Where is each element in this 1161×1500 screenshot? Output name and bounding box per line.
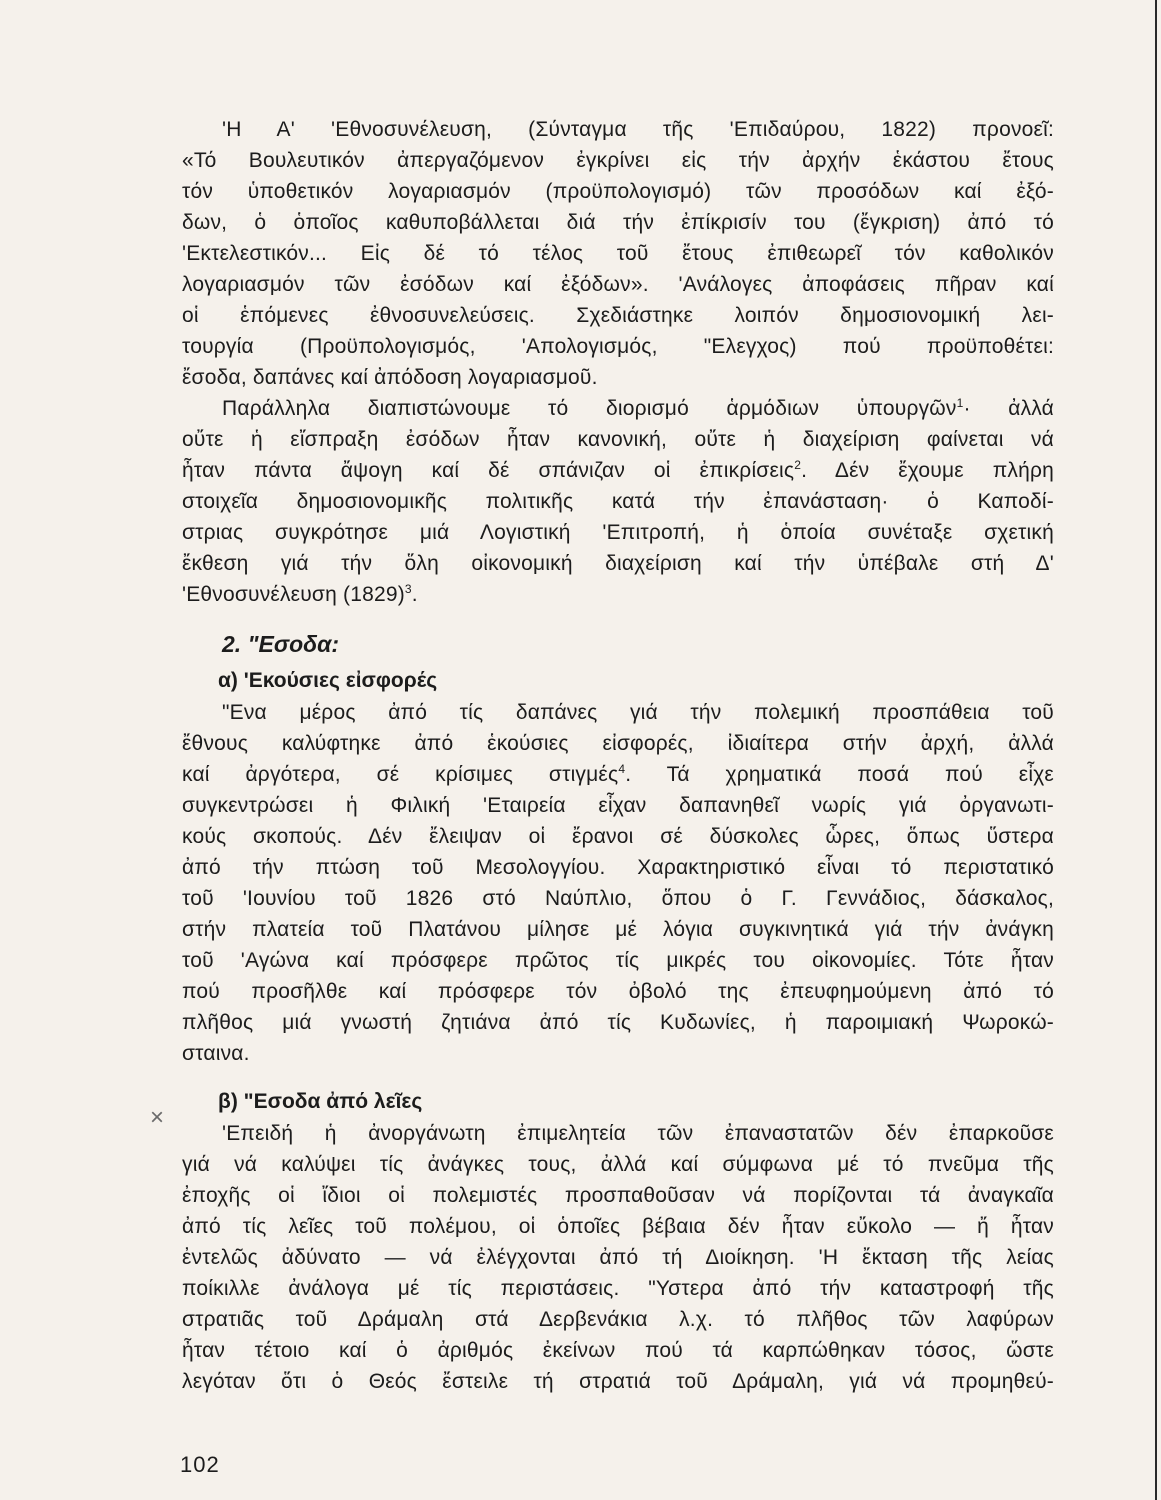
text-run: · ἀλλά (963, 397, 1054, 420)
text-line: ἔκθεση γιά τήν ὅλη οἰκονομική διαχείριση καί τήν ὑπέβαλε στή Δ' (182, 552, 1054, 575)
text-run: ἦταν πάντα ἄψογη καί δέ σπάνιζαν οἱ ἐπικρίσεις (182, 459, 795, 482)
text-line: πλῆθος μιά γνωστή ζητιάνα ἀπό τίς Κυδωνίες, ἡ παροιμιακή Ψωροκώ- (182, 1011, 1054, 1034)
subsection-a (182, 664, 1054, 1069)
text-line: στοιχεῖα δημοσιονομικῆς πολιτικῆς κατά τήν ἐπανάσταση· ὁ Καποδί- (182, 490, 1054, 513)
text-line: «Τό Βουλευτικόν ἀπεργαζόμενον ἐγκρίνει εἰς τήν ἀρχήν ἑκάστου ἔτους (182, 149, 1054, 172)
text-line: τοῦ 'Αγώνα καί πρόσφερε πρῶτος τίς μικρές του οἰκονομίες. Τότε ἦταν (182, 949, 1054, 972)
text-run: 'Εθνοσυνέλευση (1829) (182, 583, 405, 606)
text-line: ἦταν τέτοιο καί ὁ ἀριθμός ἐκείνων πού τά καρπώθηκαν τόσος, ὥστε (182, 1339, 1054, 1362)
subsection-heading: β) "Εσοδα ἀπό λεῖες (218, 1090, 423, 1113)
text-run: . (411, 583, 418, 606)
text-line (182, 579, 1054, 610)
page-number: 102 (180, 1452, 220, 1477)
text-line: ἔσοδα, δαπάνες καί ἀπόδοση λογαριασμοῦ. (182, 366, 598, 389)
text-line (182, 393, 1054, 424)
text-line: κούς σκοπούς. Δέν ἔλειψαν οἱ ἔρανοι σέ δύσκολες ὧρες, ὅπως ὕστερα (182, 825, 1054, 848)
text-line: λεγόταν ὅτι ὁ Θεός ἔστειλε τή στρατιά τοῦ Δράμαλη, γιά νά προμηθεύ- (182, 1370, 1054, 1393)
text-line: "Ενα μέρος ἀπό τίς δαπάνες γιά τήν πολεμική προσπάθεια τοῦ (222, 701, 1054, 724)
text-line: δων, ὁ ὁποῖος καθυποβάλλεται διά τήν ἐπίκρισίν του (ἔγκριση) ἀπό τό (182, 211, 1054, 234)
text-run: Παράλληλα διαπιστώνουμε τό διορισμό ἁρμόδιων ὑπουργῶν (222, 397, 957, 420)
text-line: ποίκιλλε ἀνάλογα μέ τίς περιστάσεις. "Υστερα ἀπό τήν καταστροφή τῆς (182, 1277, 1054, 1300)
footnote-ref: 3 (404, 582, 412, 596)
subsection-b (182, 1085, 1054, 1397)
text-run: . Δέν ἔχουμε πλήρη (801, 459, 1054, 482)
text-line: τουργία (Προϋπολογισμός, 'Απολογισμός, "Ελεγχος) πού προϋποθέτει: (182, 335, 1054, 358)
footnote-ref: 1 (956, 396, 964, 410)
text-line: στρατιᾶς τοῦ Δράμαλη στά Δερβενάκια λ.χ. τό πλῆθος τῶν λαφύρων (182, 1308, 1054, 1331)
paragraph-2 (182, 393, 1054, 610)
subsection-heading: α) 'Εκούσιες εἰσφορές (218, 669, 438, 692)
text-line: 'Επειδή ἡ ἀνοργάνωτη ἐπιμελητεία τῶν ἐπαναστατῶν δέν ἐπαρκοῦσε (222, 1122, 1054, 1145)
text-line: στήν πλατεία τοῦ Πλατάνου μίλησε μέ λόγια συγκινητικά γιά τήν ἀνάγκη (182, 918, 1054, 941)
text-run: καί ἀργότερα, σέ κρίσιμες στιγμές (182, 763, 619, 786)
text-line: στριας συγκρότησε μιά Λογιστική 'Επιτροπή, ἡ ὁποία συνέταξε σχετική (182, 521, 1054, 544)
text-line: 'Εκτελεστικόν... Εἰς δέ τό τέλος τοῦ ἔτους ἐπιθεωρεῖ τόν καθολικόν (182, 242, 1054, 265)
text-column (182, 114, 1054, 1397)
text-line: τοῦ 'Ιουνίου τοῦ 1826 στό Ναύπλιο, ὅπου ὁ Γ. Γεννάδιος, δάσκαλος, (182, 887, 1054, 910)
text-line: ἐντελῶς ἀδύνατο — νά ἐλέγχονται ἀπό τή Διοίκηση. 'Η ἔκταση τῆς λείας (182, 1246, 1054, 1269)
text-line: σταινα. (182, 1042, 250, 1065)
footnote-ref: 2 (794, 458, 802, 472)
page-edge-line (1155, 0, 1157, 1500)
text-line (182, 759, 1054, 790)
text-line: οὔτε ἡ εἴσπραξη ἐσόδων ἦταν κανονική, οὔτε ἡ διαχείριση φαίνεται νά (182, 428, 1054, 451)
text-line: 'Η Α' 'Εθνοσυνέλευση, (Σύνταγμα τῆς 'Επιδαύρου, 1822) προνοεῖ: (222, 118, 1054, 141)
text-line: ἀπό τήν πτώση τοῦ Μεσολογγίου. Χαρακτηριστικό εἶναι τό περιστατικό (182, 856, 1054, 879)
text-line: συγκεντρώσει ἡ Φιλική 'Εταιρεία εἶχαν δαπανηθεῖ νωρίς γιά ὀργανωτι- (182, 794, 1054, 817)
text-line: ἀπό τίς λεῖες τοῦ πολέμου, οἱ ὁποῖες βέβαια δέν ἦταν εὔκολο — ἤ ἦταν (182, 1215, 1054, 1238)
text-run: . Τά χρηματικά ποσά πού εἶχε (625, 763, 1054, 786)
text-line: τόν ὑποθετικόν λογαριασμόν (προϋπολογισμό) τῶν προσόδων καί ἐξό- (182, 180, 1054, 203)
paragraph-1 (182, 114, 1054, 393)
text-line: ἐποχῆς οἱ ἴδιοι οἱ πολεμιστές προσπαθοῦσαν νά πορίζονται τά ἀναγκαῖα (182, 1184, 1054, 1207)
section-heading: 2. "Εσοδα: (222, 631, 340, 657)
text-line: πού προσῆλθε καί πρόσφερε τόν ὀβολό της ἐπευφημούμενη ἀπό τό (182, 980, 1054, 1003)
text-line: ἔθνους καλύφτηκε ἀπό ἑκούσιες εἰσφορές, ἰδιαίτερα στήν ἀρχή, ἀλλά (182, 732, 1054, 755)
text-line (182, 455, 1054, 486)
text-line: γιά νά καλύψει τίς ἀνάγκες τους, ἀλλά καί σύμφωνα μέ τό πνεῦμα τῆς (182, 1153, 1054, 1176)
text-line: οἱ ἑπόμενες ἐθνοσυνελεύσεις. Σχεδιάστηκε λοιπόν δημοσιονομική λει- (182, 304, 1054, 327)
margin-cross-mark: × (150, 1104, 165, 1131)
footnote-ref: 4 (618, 762, 626, 776)
text-line: λογαριασμόν τῶν ἐσόδων καί ἐξόδων». 'Ανάλογες ἀποφάσεις πῆραν καί (182, 273, 1054, 296)
